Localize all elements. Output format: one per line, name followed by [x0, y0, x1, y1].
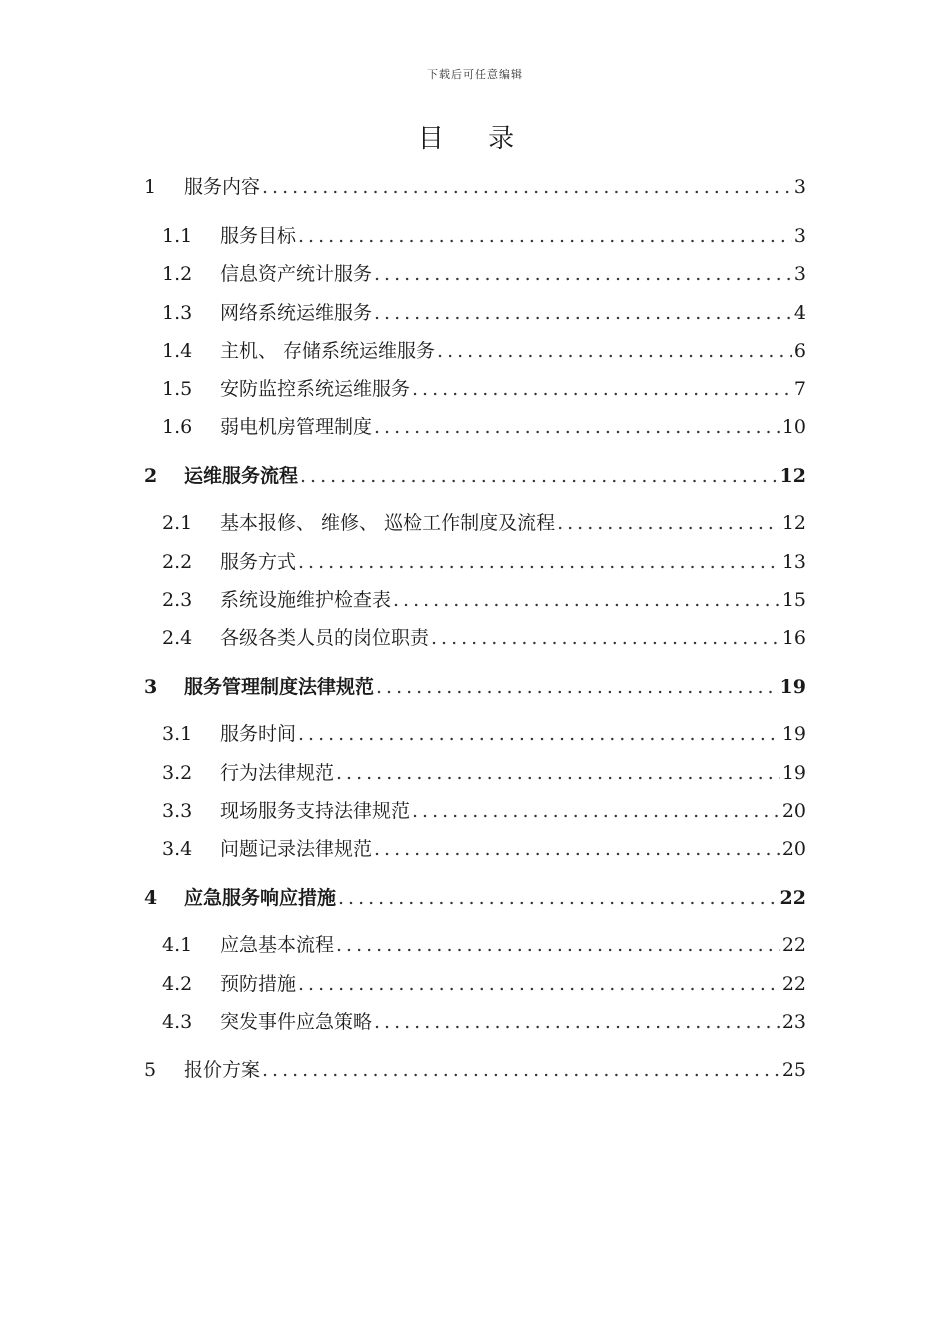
toc-entry-number: 3 [144, 676, 158, 698]
toc-dot-leader [374, 1007, 780, 1037]
toc-entry-page: 19 [779, 676, 806, 698]
toc-entry-number: 1.6 [162, 416, 193, 438]
toc-entry-page: 6 [793, 340, 806, 362]
toc-entry[interactable] [142, 461, 806, 491]
toc-entry-label: 基本报修、 维修、 巡检工作制度及流程 [220, 512, 556, 534]
toc-entry-page: 20 [781, 800, 806, 822]
toc-entry-label: 预防措施 [220, 973, 297, 995]
toc-entry-label: 应急基本流程 [220, 934, 335, 956]
toc-entry-page: 16 [781, 627, 806, 649]
toc-entry-number: 2.1 [162, 512, 193, 534]
toc-entry[interactable] [142, 930, 806, 960]
toc-entry[interactable] [142, 508, 806, 538]
toc-entry-label: 行为法律规范 [220, 762, 335, 784]
toc-entry[interactable] [142, 758, 806, 788]
toc-entry[interactable] [142, 1055, 806, 1085]
toc-entry-number: 4.1 [162, 934, 193, 956]
toc-dot-leader [336, 930, 780, 960]
toc-dot-leader [374, 298, 792, 328]
toc-dot-leader [298, 719, 780, 749]
toc-dot-leader [412, 374, 792, 404]
toc-dot-leader [338, 883, 778, 913]
toc-dot-leader [557, 508, 780, 538]
toc-entry[interactable] [142, 547, 806, 577]
toc-dot-leader [376, 672, 778, 702]
toc-dot-leader [393, 585, 780, 615]
toc-entry-label: 系统设施维护检查表 [220, 589, 392, 611]
toc-entry-label: 服务目标 [220, 225, 297, 247]
toc-entry-number: 1.5 [162, 378, 193, 400]
toc-entry-number: 3.2 [162, 762, 193, 784]
toc-dot-leader [431, 623, 780, 653]
toc-entry-page: 19 [781, 723, 806, 745]
toc-entry[interactable] [142, 585, 806, 615]
toc-entry-label: 弱电机房管理制度 [220, 416, 373, 438]
toc-entry-number: 3.3 [162, 800, 193, 822]
toc-entry-number: 2.3 [162, 589, 193, 611]
toc-entry-number: 1.3 [162, 302, 193, 324]
toc-entry-page: 10 [781, 416, 806, 438]
toc-entry-number: 2.2 [162, 551, 193, 573]
toc-entry[interactable] [142, 221, 806, 251]
toc-dot-leader [262, 172, 792, 202]
toc-entry-label: 安防监控系统运维服务 [220, 378, 411, 400]
toc-entry-number: 1.4 [162, 340, 193, 362]
toc-entry[interactable] [142, 883, 806, 913]
toc-entry[interactable] [142, 623, 806, 653]
toc-dot-leader [374, 259, 792, 289]
toc-entry-number: 2 [144, 465, 158, 487]
toc-entry[interactable] [142, 1007, 806, 1037]
toc-entry-number: 1 [144, 176, 157, 198]
toc-entry[interactable] [142, 374, 806, 404]
toc-entry-label: 报价方案 [184, 1059, 261, 1081]
toc-dot-leader [300, 461, 778, 491]
toc-entry-page: 13 [781, 551, 806, 573]
toc-entry-page: 22 [779, 887, 806, 909]
toc-entry-label: 应急服务响应措施 [184, 887, 337, 909]
toc-entry-number: 4.2 [162, 973, 193, 995]
toc-entry-label: 问题记录法律规范 [220, 838, 373, 860]
toc-entry-number: 3.1 [162, 723, 193, 745]
toc-dot-leader [437, 336, 792, 366]
toc-dot-leader [298, 221, 792, 251]
toc-entry-page: 12 [779, 465, 806, 487]
toc-entry[interactable] [142, 298, 806, 328]
toc-entry-label: 突发事件应急策略 [220, 1011, 373, 1033]
toc-entry[interactable] [142, 412, 806, 442]
toc-entry-page: 3 [793, 176, 806, 198]
toc-entry-label: 网络系统运维服务 [220, 302, 373, 324]
toc-entry-page: 12 [781, 512, 806, 534]
toc-dot-leader [262, 1055, 780, 1085]
toc-entry-label: 信息资产统计服务 [220, 263, 373, 285]
toc-entry-page: 25 [781, 1059, 806, 1081]
toc-entry-number: 4.3 [162, 1011, 193, 1033]
toc-entry-page: 15 [781, 589, 806, 611]
toc-entry-label: 服务方式 [220, 551, 297, 573]
toc-dot-leader [298, 969, 780, 999]
toc-entry-label: 服务内容 [184, 176, 261, 198]
page-header-note: 下载后可任意编辑 [427, 68, 523, 81]
toc-dot-leader [412, 796, 780, 826]
toc-entry[interactable] [142, 834, 806, 864]
toc-entry-number: 4 [144, 887, 158, 909]
toc-entry-label: 运维服务流程 [184, 465, 299, 487]
toc-entry[interactable] [142, 796, 806, 826]
toc-dot-leader [374, 834, 780, 864]
toc-entry-page: 19 [781, 762, 806, 784]
toc-title: 目 录 [417, 124, 533, 154]
toc-entry-page: 23 [781, 1011, 806, 1033]
toc-entry-number: 2.4 [162, 627, 193, 649]
toc-entry-page: 22 [781, 973, 806, 995]
toc-dot-leader [374, 412, 780, 442]
toc-entry[interactable] [142, 719, 806, 749]
toc-entry[interactable] [142, 172, 806, 202]
toc-entry-label: 现场服务支持法律规范 [220, 800, 411, 822]
toc-entry-page: 3 [793, 225, 806, 247]
toc-entry-label: 各级各类人员的岗位职责 [220, 627, 430, 649]
toc-entry-number: 1.1 [162, 225, 193, 247]
toc-entry[interactable] [142, 969, 806, 999]
toc-entry-page: 20 [781, 838, 806, 860]
toc-entry-number: 3.4 [162, 838, 193, 860]
toc-entry-number: 5 [144, 1059, 157, 1081]
toc-entry-page: 22 [781, 934, 806, 956]
toc-entry-label: 服务时间 [220, 723, 297, 745]
toc-entry-label: 服务管理制度法律规范 [184, 676, 375, 698]
toc-entry-number: 1.2 [162, 263, 193, 285]
toc-entry[interactable] [142, 672, 806, 702]
toc-dot-leader [336, 758, 780, 788]
toc-dot-leader [298, 547, 780, 577]
toc-entry-page: 3 [793, 263, 806, 285]
toc-entry[interactable] [142, 259, 806, 289]
toc-entry-page: 4 [793, 302, 806, 324]
toc-entry-label: 主机、 存储系统运维服务 [220, 340, 436, 362]
toc-entry-page: 7 [793, 378, 806, 400]
toc-entry[interactable] [142, 336, 806, 366]
